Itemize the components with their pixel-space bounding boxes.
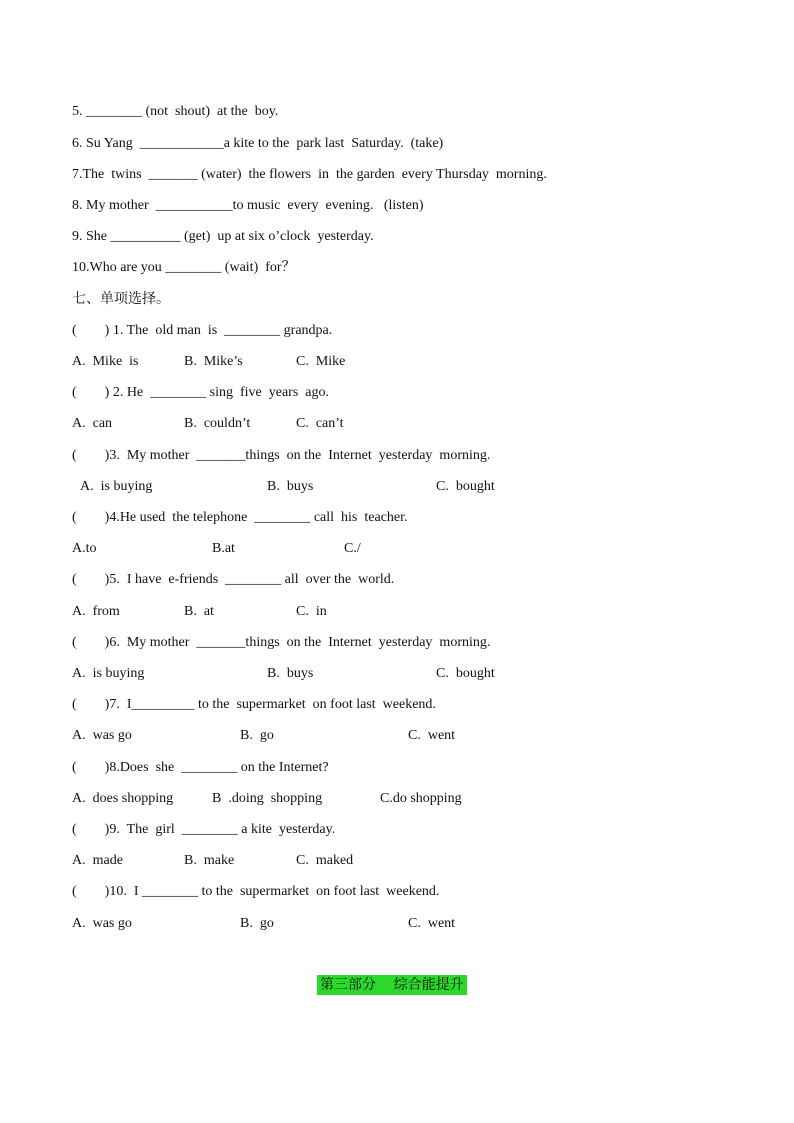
option-a: A. is buying — [80, 479, 153, 494]
option-c: C. can’t — [296, 416, 344, 431]
question: ( )7. I_________ to the supermarket on foot last weekend. — [72, 697, 436, 712]
option-a: A. Mike is — [72, 354, 139, 369]
option-b: B. go — [240, 916, 274, 931]
option-a: A. from — [72, 604, 120, 619]
option-a: A. made — [72, 853, 123, 868]
question: ( )10. I ________ to the supermarket on foot last weekend. — [72, 884, 440, 899]
option-a: A. was go — [72, 728, 132, 743]
option-c: C. in — [296, 604, 327, 619]
option-a: A. is buying — [72, 666, 145, 681]
option-c: C.do shopping — [380, 791, 462, 806]
option-c: C. went — [408, 728, 456, 743]
question: ( ) 1. The old man is ________ grandpa. — [72, 323, 333, 338]
fill-in-item: 7.The twins _______ (water) the flowers in the garden every Thursday morning. — [72, 167, 547, 182]
option-a: A.to — [72, 541, 97, 556]
fill-in-item: 9. She __________ (get) up at six o’clock yesterday. — [72, 229, 374, 244]
fill-in-item: 5. ________ (not shout) at the boy. — [72, 104, 279, 119]
fill-in-item: 8. My mother ___________to music every evening. (listen) — [72, 198, 424, 213]
option-c: C. bought — [436, 479, 495, 494]
question: ( )4.He used the telephone ________ call his teacher. — [72, 510, 408, 525]
option-b: B .doing shopping — [212, 791, 323, 806]
option-c: C. went — [408, 916, 456, 931]
question: ( )5. I have e-friends ________ all over the world. — [72, 572, 395, 587]
option-a: A. was go — [72, 916, 132, 931]
question: ( )8.Does she ________ on the Internet? — [72, 760, 329, 775]
fill-in-item: 10.Who are you ________ (wait) for？ — [72, 260, 296, 275]
option-a: A. does shopping — [72, 791, 174, 806]
option-b: B. make — [184, 853, 235, 868]
option-c: C. maked — [296, 853, 354, 868]
option-b: B. at — [184, 604, 214, 619]
option-b: B.at — [212, 541, 235, 556]
option-c: C./ — [344, 541, 361, 556]
section-heading: 七、单项选择。 — [72, 291, 170, 307]
option-b: B. Mike’s — [184, 354, 243, 369]
option-b: B. go — [240, 728, 274, 743]
question: ( ) 2. He ________ sing five years ago. — [72, 385, 330, 400]
question: ( )9. The girl ________ a kite yesterday. — [72, 822, 336, 837]
option-b: B. couldn’t — [184, 416, 251, 431]
question: ( )3. My mother _______things on the Internet yesterday morning. — [72, 448, 491, 463]
option-a: A. can — [72, 416, 113, 431]
option-b: B. buys — [267, 666, 314, 681]
question: ( )6. My mother _______things on the Internet yesterday morning. — [72, 635, 491, 650]
part-three-banner: 第三部分 综合能提升 — [317, 975, 467, 995]
option-c: C. Mike — [296, 354, 346, 369]
option-b: B. buys — [267, 479, 314, 494]
fill-in-item: 6. Su Yang ____________a kite to the park last Saturday. (take) — [72, 136, 444, 151]
option-c: C. bought — [436, 666, 495, 681]
